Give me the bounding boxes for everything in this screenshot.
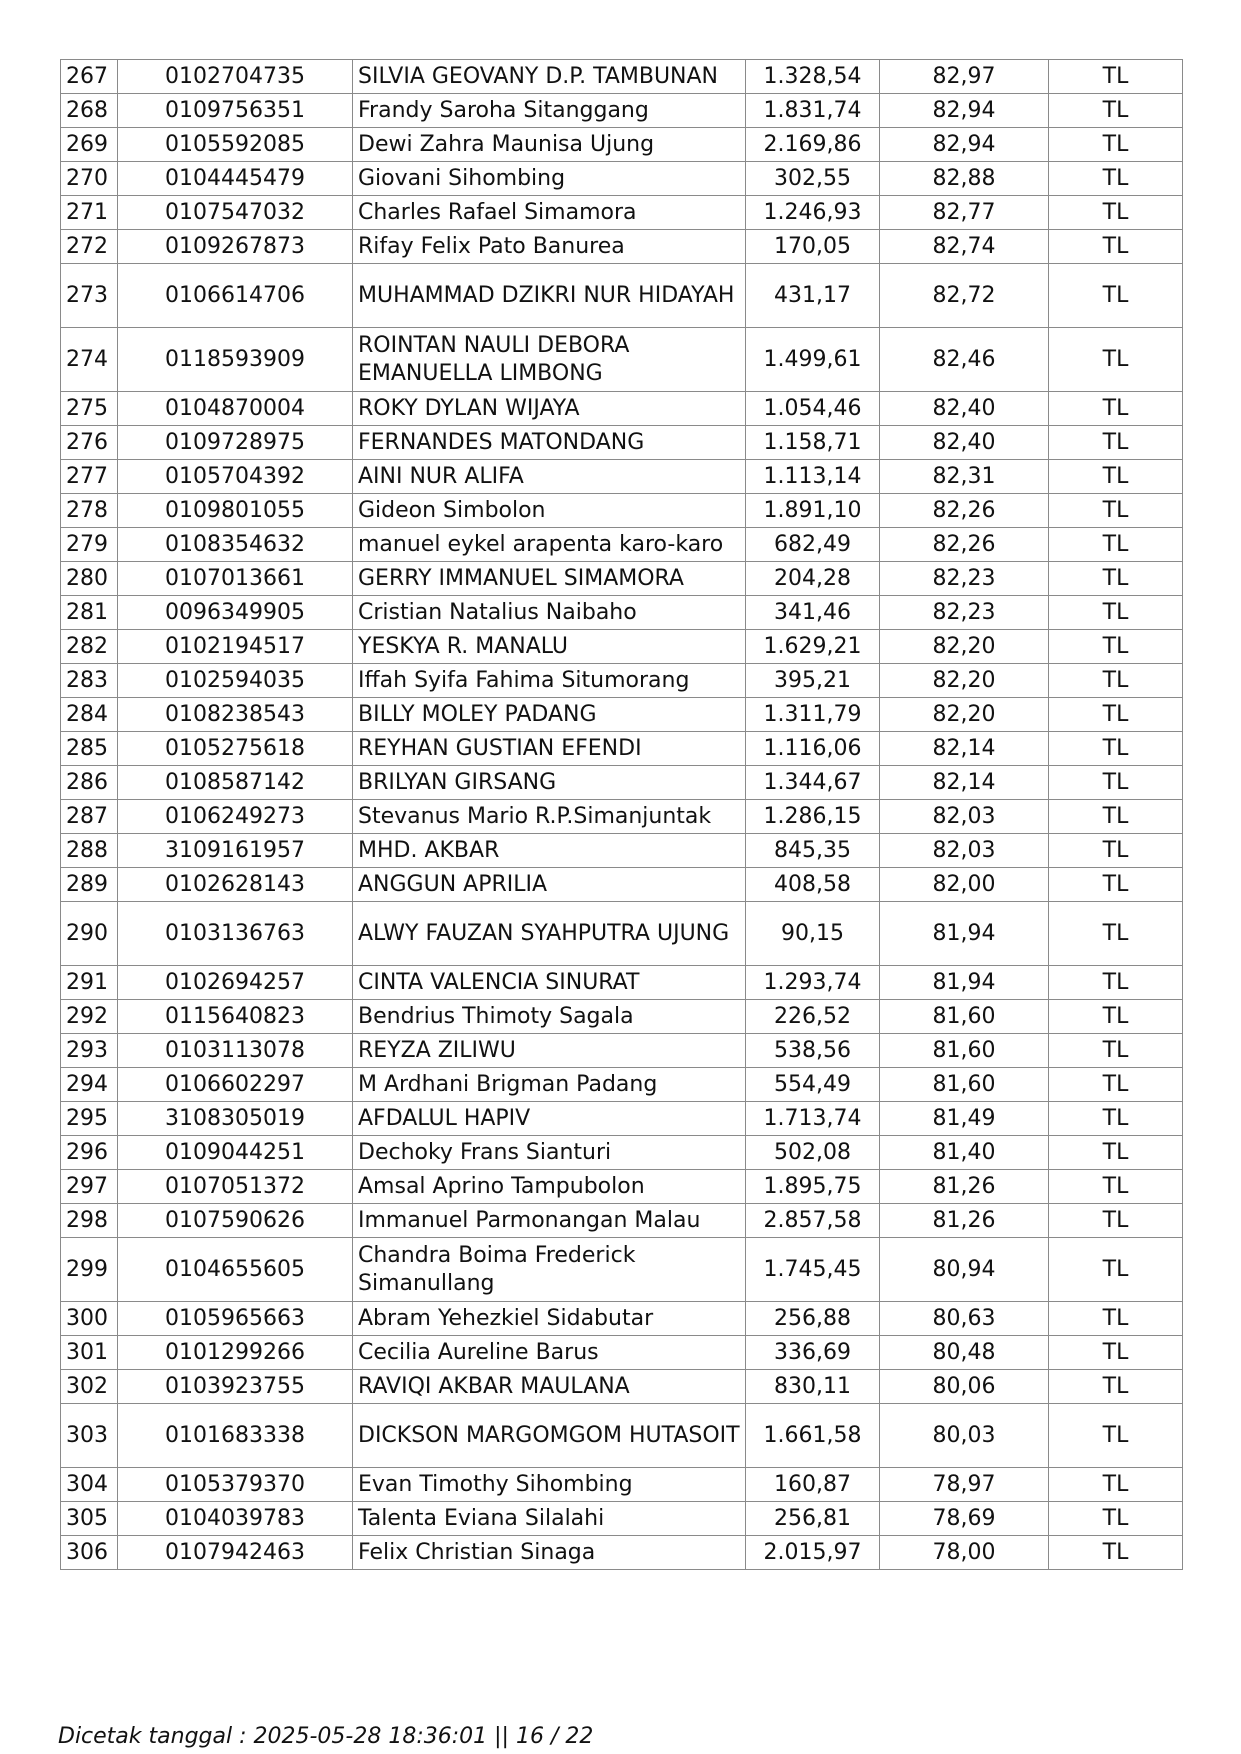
score-cell: 82,74 [880,230,1049,264]
table-row [61,60,1183,94]
student-name-cell: AFDALUL HAPIV [353,1102,746,1136]
student-id-cell: 0103113078 [118,1034,353,1068]
status-cell: TL [1049,1204,1183,1238]
student-id-cell: 0103923755 [118,1370,353,1404]
row-number-cell: 277 [61,460,118,494]
status-cell: TL [1049,1336,1183,1370]
distance-cell: 408,58 [746,868,880,902]
student-name-cell: Rifay Felix Pato Banurea [353,230,746,264]
student-name-cell: MHD. AKBAR [353,834,746,868]
score-cell: 82,03 [880,800,1049,834]
student-name-cell: Felix Christian Sinaga [353,1536,746,1570]
student-id-cell: 0106602297 [118,1068,353,1102]
student-id-cell: 0109267873 [118,230,353,264]
row-number-cell: 305 [61,1502,118,1536]
status-cell: TL [1049,902,1183,966]
row-number-cell: 281 [61,596,118,630]
row-number-cell: 304 [61,1468,118,1502]
table-row [61,664,1183,698]
student-id-cell: 0101683338 [118,1404,353,1468]
score-cell: 80,03 [880,1404,1049,1468]
status-cell: TL [1049,1502,1183,1536]
student-id-cell: 0102194517 [118,630,353,664]
row-number-cell: 289 [61,868,118,902]
status-cell: TL [1049,1136,1183,1170]
table-row [61,1170,1183,1204]
distance-cell: 554,49 [746,1068,880,1102]
status-cell: TL [1049,1370,1183,1404]
score-cell: 82,97 [880,60,1049,94]
score-cell: 82,94 [880,128,1049,162]
distance-cell: 1.344,67 [746,766,880,800]
student-name-cell: manuel eykel arapenta karo-karo [353,528,746,562]
distance-cell: 1.661,58 [746,1404,880,1468]
score-cell: 80,06 [880,1370,1049,1404]
score-cell: 82,31 [880,460,1049,494]
student-id-cell: 0104870004 [118,392,353,426]
student-name-cell: FERNANDES MATONDANG [353,426,746,460]
score-cell: 82,14 [880,766,1049,800]
score-cell: 80,63 [880,1302,1049,1336]
distance-cell: 1.629,21 [746,630,880,664]
score-cell: 81,26 [880,1204,1049,1238]
row-number-cell: 274 [61,328,118,392]
student-id-cell: 0107051372 [118,1170,353,1204]
table-row [61,1370,1183,1404]
student-id-cell: 0104039783 [118,1502,353,1536]
distance-cell: 502,08 [746,1136,880,1170]
status-cell: TL [1049,128,1183,162]
distance-cell: 1.054,46 [746,392,880,426]
distance-cell: 336,69 [746,1336,880,1370]
student-id-cell: 0115640823 [118,1000,353,1034]
student-id-cell: 0102694257 [118,966,353,1000]
score-cell: 81,94 [880,966,1049,1000]
row-number-cell: 291 [61,966,118,1000]
score-cell: 82,23 [880,562,1049,596]
score-cell: 78,69 [880,1502,1049,1536]
student-name-cell: Chandra Boima Frederick Simanullang [353,1238,746,1302]
student-id-cell: 0109756351 [118,94,353,128]
row-number-cell: 280 [61,562,118,596]
table-row [61,528,1183,562]
ranking-table-body [61,60,1183,1570]
student-name-cell: Gideon Simbolon [353,494,746,528]
distance-cell: 538,56 [746,1034,880,1068]
row-number-cell: 284 [61,698,118,732]
table-row [61,698,1183,732]
row-number-cell: 293 [61,1034,118,1068]
student-name-cell: GERRY IMMANUEL SIMAMORA [353,562,746,596]
score-cell: 82,20 [880,698,1049,732]
student-id-cell: 0108587142 [118,766,353,800]
row-number-cell: 278 [61,494,118,528]
student-id-cell: 0104445479 [118,162,353,196]
status-cell: TL [1049,528,1183,562]
status-cell: TL [1049,630,1183,664]
score-cell: 82,14 [880,732,1049,766]
status-cell: TL [1049,94,1183,128]
student-id-cell: 0118593909 [118,328,353,392]
distance-cell: 1.831,74 [746,94,880,128]
table-row [61,1404,1183,1468]
student-name-cell: AINI NUR ALIFA [353,460,746,494]
table-row [61,392,1183,426]
table-row [61,1502,1183,1536]
score-cell: 81,49 [880,1102,1049,1136]
score-cell: 81,60 [880,1068,1049,1102]
distance-cell: 170,05 [746,230,880,264]
student-name-cell: Evan Timothy Sihombing [353,1468,746,1502]
student-name-cell: ALWY FAUZAN SYAHPUTRA UJUNG [353,902,746,966]
table-row [61,1468,1183,1502]
student-id-cell: 0105592085 [118,128,353,162]
row-number-cell: 294 [61,1068,118,1102]
status-cell: TL [1049,868,1183,902]
status-cell: TL [1049,1468,1183,1502]
student-name-cell: REYHAN GUSTIAN EFENDI [353,732,746,766]
table-row [61,196,1183,230]
score-cell: 78,97 [880,1468,1049,1502]
row-number-cell: 267 [61,60,118,94]
student-name-cell: BRILYAN GIRSANG [353,766,746,800]
table-row [61,1034,1183,1068]
student-id-cell: 0107547032 [118,196,353,230]
distance-cell: 845,35 [746,834,880,868]
table-row [61,1336,1183,1370]
student-name-cell: ROKY DYLAN WIJAYA [353,392,746,426]
distance-cell: 2.857,58 [746,1204,880,1238]
distance-cell: 341,46 [746,596,880,630]
student-id-cell: 0101299266 [118,1336,353,1370]
table-row [61,1238,1183,1302]
distance-cell: 2.015,97 [746,1536,880,1570]
status-cell: TL [1049,1302,1183,1336]
student-id-cell: 0107942463 [118,1536,353,1570]
row-number-cell: 285 [61,732,118,766]
row-number-cell: 300 [61,1302,118,1336]
student-id-cell: 0107013661 [118,562,353,596]
student-id-cell: 0102704735 [118,60,353,94]
student-name-cell: CINTA VALENCIA SINURAT [353,966,746,1000]
status-cell: TL [1049,766,1183,800]
student-name-cell: ANGGUN APRILIA [353,868,746,902]
table-row [61,426,1183,460]
row-number-cell: 296 [61,1136,118,1170]
student-name-cell: Giovani Sihombing [353,162,746,196]
score-cell: 82,88 [880,162,1049,196]
distance-cell: 1.311,79 [746,698,880,732]
status-cell: TL [1049,800,1183,834]
table-row [61,494,1183,528]
distance-cell: 1.891,10 [746,494,880,528]
score-cell: 82,23 [880,596,1049,630]
student-id-cell: 0104655605 [118,1238,353,1302]
student-id-cell: 0109044251 [118,1136,353,1170]
score-cell: 82,46 [880,328,1049,392]
student-name-cell: Bendrius Thimoty Sagala [353,1000,746,1034]
score-cell: 82,26 [880,494,1049,528]
row-number-cell: 299 [61,1238,118,1302]
table-row [61,766,1183,800]
row-number-cell: 298 [61,1204,118,1238]
distance-cell: 1.895,75 [746,1170,880,1204]
score-cell: 80,48 [880,1336,1049,1370]
student-id-cell: 0108354632 [118,528,353,562]
table-row [61,1136,1183,1170]
student-name-cell: SILVIA GEOVANY D.P. TAMBUNAN [353,60,746,94]
status-cell: TL [1049,1170,1183,1204]
table-row [61,94,1183,128]
status-cell: TL [1049,698,1183,732]
status-cell: TL [1049,834,1183,868]
table-row [61,868,1183,902]
table-row [61,128,1183,162]
student-name-cell: Stevanus Mario R.P.Simanjuntak [353,800,746,834]
row-number-cell: 272 [61,230,118,264]
student-id-cell: 0105965663 [118,1302,353,1336]
table-row [61,460,1183,494]
status-cell: TL [1049,460,1183,494]
student-id-cell: 0102628143 [118,868,353,902]
student-id-cell: 0103136763 [118,902,353,966]
score-cell: 81,60 [880,1034,1049,1068]
row-number-cell: 270 [61,162,118,196]
distance-cell: 431,17 [746,264,880,328]
table-row [61,902,1183,966]
row-number-cell: 287 [61,800,118,834]
distance-cell: 1.499,61 [746,328,880,392]
student-name-cell: ROINTAN NAULI DEBORA EMANUELLA LIMBONG [353,328,746,392]
distance-cell: 204,28 [746,562,880,596]
student-name-cell: Dechoky Frans Sianturi [353,1136,746,1170]
student-id-cell: 0109728975 [118,426,353,460]
status-cell: TL [1049,162,1183,196]
status-cell: TL [1049,230,1183,264]
row-number-cell: 271 [61,196,118,230]
score-cell: 81,60 [880,1000,1049,1034]
ranking-table [60,59,1183,1570]
print-footer: Dicetak tanggal : 2025-05-28 18:36:01 || 16 / 22 [58,1724,594,1749]
row-number-cell: 292 [61,1000,118,1034]
row-number-cell: 275 [61,392,118,426]
student-name-cell: M Ardhani Brigman Padang [353,1068,746,1102]
student-name-cell: Amsal Aprino Tampubolon [353,1170,746,1204]
student-id-cell: 0096349905 [118,596,353,630]
status-cell: TL [1049,196,1183,230]
distance-cell: 90,15 [746,902,880,966]
table-row [61,732,1183,766]
row-number-cell: 290 [61,902,118,966]
student-name-cell: Frandy Saroha Sitanggang [353,94,746,128]
status-cell: TL [1049,596,1183,630]
row-number-cell: 286 [61,766,118,800]
score-cell: 82,26 [880,528,1049,562]
student-id-cell: 0105275618 [118,732,353,766]
student-id-cell: 0108238543 [118,698,353,732]
status-cell: TL [1049,1404,1183,1468]
status-cell: TL [1049,264,1183,328]
student-name-cell: Cecilia Aureline Barus [353,1336,746,1370]
score-cell: 82,20 [880,664,1049,698]
student-name-cell: Cristian Natalius Naibaho [353,596,746,630]
distance-cell: 256,81 [746,1502,880,1536]
score-cell: 82,20 [880,630,1049,664]
student-name-cell: Iffah Syifa Fahima Situmorang [353,664,746,698]
distance-cell: 1.293,74 [746,966,880,1000]
row-number-cell: 297 [61,1170,118,1204]
status-cell: TL [1049,328,1183,392]
row-number-cell: 279 [61,528,118,562]
distance-cell: 226,52 [746,1000,880,1034]
distance-cell: 682,49 [746,528,880,562]
student-id-cell: 0105704392 [118,460,353,494]
table-row [61,800,1183,834]
student-name-cell: REYZA ZILIWU [353,1034,746,1068]
table-row [61,834,1183,868]
student-name-cell: Talenta Eviana Silalahi [353,1502,746,1536]
table-row [61,1204,1183,1238]
score-cell: 78,00 [880,1536,1049,1570]
student-id-cell: 0102594035 [118,664,353,698]
status-cell: TL [1049,664,1183,698]
row-number-cell: 301 [61,1336,118,1370]
distance-cell: 256,88 [746,1302,880,1336]
score-cell: 81,94 [880,902,1049,966]
table-row [61,630,1183,664]
status-cell: TL [1049,1034,1183,1068]
status-cell: TL [1049,1068,1183,1102]
distance-cell: 1.116,06 [746,732,880,766]
distance-cell: 160,87 [746,1468,880,1502]
table-row [61,966,1183,1000]
row-number-cell: 303 [61,1404,118,1468]
student-id-cell: 0106614706 [118,264,353,328]
status-cell: TL [1049,60,1183,94]
status-cell: TL [1049,562,1183,596]
distance-cell: 1.286,15 [746,800,880,834]
score-cell: 81,26 [880,1170,1049,1204]
status-cell: TL [1049,1238,1183,1302]
row-number-cell: 295 [61,1102,118,1136]
student-id-cell: 0106249273 [118,800,353,834]
row-number-cell: 273 [61,264,118,328]
distance-cell: 302,55 [746,162,880,196]
status-cell: TL [1049,392,1183,426]
table-row [61,562,1183,596]
row-number-cell: 306 [61,1536,118,1570]
row-number-cell: 288 [61,834,118,868]
table-row [61,230,1183,264]
status-cell: TL [1049,1000,1183,1034]
student-name-cell: Immanuel Parmonangan Malau [353,1204,746,1238]
student-id-cell: 0109801055 [118,494,353,528]
student-name-cell: Dewi Zahra Maunisa Ujung [353,128,746,162]
student-id-cell: 0107590626 [118,1204,353,1238]
distance-cell: 830,11 [746,1370,880,1404]
score-cell: 82,03 [880,834,1049,868]
distance-cell: 1.113,14 [746,460,880,494]
table-row [61,1102,1183,1136]
student-name-cell: MUHAMMAD DZIKRI NUR HIDAYAH [353,264,746,328]
row-number-cell: 269 [61,128,118,162]
score-cell: 82,94 [880,94,1049,128]
row-number-cell: 283 [61,664,118,698]
status-cell: TL [1049,966,1183,1000]
table-row [61,162,1183,196]
student-name-cell: DICKSON MARGOMGOM HUTASOIT [353,1404,746,1468]
row-number-cell: 276 [61,426,118,460]
distance-cell: 1.328,54 [746,60,880,94]
row-number-cell: 302 [61,1370,118,1404]
table-row [61,1536,1183,1570]
distance-cell: 1.246,93 [746,196,880,230]
student-id-cell: 0105379370 [118,1468,353,1502]
score-cell: 82,00 [880,868,1049,902]
score-cell: 80,94 [880,1238,1049,1302]
distance-cell: 1.745,45 [746,1238,880,1302]
table-row [61,1068,1183,1102]
student-name-cell: Abram Yehezkiel Sidabutar [353,1302,746,1336]
score-cell: 82,40 [880,426,1049,460]
student-name-cell: BILLY MOLEY PADANG [353,698,746,732]
student-id-cell: 3108305019 [118,1102,353,1136]
table-row [61,1000,1183,1034]
distance-cell: 1.158,71 [746,426,880,460]
row-number-cell: 268 [61,94,118,128]
status-cell: TL [1049,732,1183,766]
status-cell: TL [1049,1536,1183,1570]
table-row [61,596,1183,630]
status-cell: TL [1049,1102,1183,1136]
score-cell: 82,72 [880,264,1049,328]
score-cell: 82,77 [880,196,1049,230]
student-name-cell: Charles Rafael Simamora [353,196,746,230]
status-cell: TL [1049,494,1183,528]
table-row [61,328,1183,392]
distance-cell: 1.713,74 [746,1102,880,1136]
student-name-cell: RAVIQI AKBAR MAULANA [353,1370,746,1404]
row-number-cell: 282 [61,630,118,664]
distance-cell: 395,21 [746,664,880,698]
student-name-cell: YESKYA R. MANALU [353,630,746,664]
score-cell: 82,40 [880,392,1049,426]
distance-cell: 2.169,86 [746,128,880,162]
student-id-cell: 3109161957 [118,834,353,868]
score-cell: 81,40 [880,1136,1049,1170]
status-cell: TL [1049,426,1183,460]
table-row [61,264,1183,328]
table-row [61,1302,1183,1336]
